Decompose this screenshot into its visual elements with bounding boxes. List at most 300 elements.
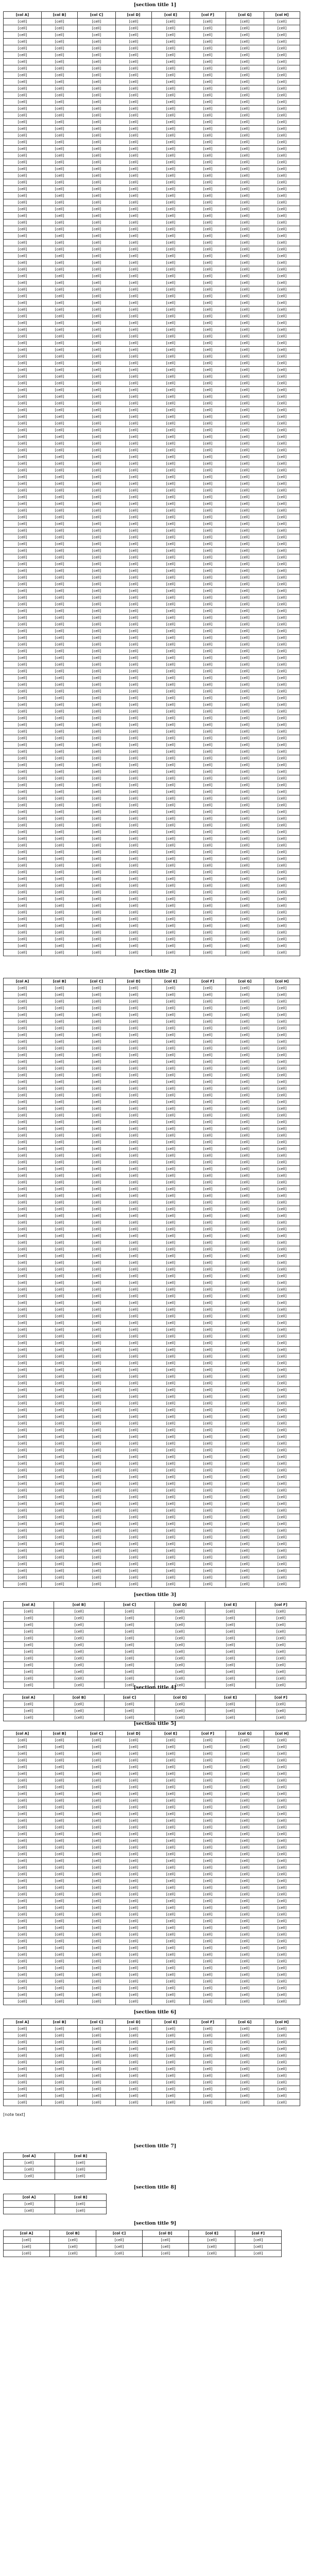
table-cell: [cell] [78,2099,116,2106]
table-cell: [cell] [190,1099,226,1106]
table-cell: [cell] [116,507,152,514]
table-cell: [cell] [42,722,78,728]
table-cell: [cell] [155,1708,205,1715]
table-cell: [cell] [42,1240,78,1246]
table-cell: [cell] [264,755,300,762]
table-cell: [cell] [226,1039,264,1045]
table-cell: [cell] [152,554,190,561]
table-cell: [cell] [264,2079,300,2086]
table-cell: [cell] [116,1186,152,1193]
table-row [4,2244,282,2250]
table-cell: [cell] [264,595,300,601]
table-cell: [cell] [42,1099,78,1106]
table-cell: [cell] [190,387,226,394]
table-cell: [cell] [264,1333,300,1340]
table-row [4,1360,300,1367]
table-cell: [cell] [116,648,152,655]
table-cell: [cell] [116,1146,152,1153]
table-cell: [cell] [152,367,190,374]
table-cell: [cell] [264,1340,300,1347]
table-cell: [cell] [226,728,264,735]
table-cell: [cell] [4,1333,42,1340]
table-cell: [cell] [116,1327,152,1333]
table-cell: [cell] [78,769,116,775]
table-cell: [cell] [78,219,116,226]
table-cell: [cell] [264,2066,300,2073]
table-cell: [cell] [264,400,300,407]
table-cell: [cell] [116,1911,152,1918]
table-cell: [cell] [264,434,300,440]
table-cell: [cell] [4,347,42,353]
table-cell: [cell] [42,1581,78,1588]
table-cell: [cell] [152,2073,190,2079]
table-cell: [cell] [116,213,152,219]
table-cell: [cell] [152,333,190,340]
table-cell: [cell] [190,1878,226,1885]
table-cell: [cell] [226,1119,264,1126]
table-cell: [cell] [152,1447,190,1454]
table-cell: [cell] [226,1193,264,1199]
table-cell: [cell] [264,1744,300,1751]
table-cell: [cell] [78,166,116,173]
table-cell: [cell] [264,1360,300,1367]
table-cell: [cell] [42,635,78,641]
table-cell: [cell] [4,1394,42,1400]
table-row [4,1978,300,1985]
table-cell: [cell] [116,722,152,728]
table-cell: [cell] [264,1521,300,1528]
table-cell: [cell] [42,1818,78,1824]
table-cell: [cell] [78,99,116,106]
table-cell: [cell] [226,1407,264,1414]
table-cell: [cell] [42,1072,78,1079]
table-cell: [cell] [42,1784,78,1791]
table-cell: [cell] [42,260,78,266]
table-cell: [cell] [152,648,190,655]
table-cell: [cell] [78,1139,116,1146]
table-cell: [cell] [226,1521,264,1528]
table-cell: [cell] [4,869,42,876]
column-header: [col C] [96,2230,143,2237]
table-row [4,461,300,467]
table-cell: [cell] [152,1206,190,1213]
table-cell: [cell] [226,407,264,414]
table-cell: [cell] [264,1320,300,1327]
table-cell: [cell] [190,1972,226,1978]
table-cell: [cell] [190,394,226,400]
table-cell: [cell] [116,1818,152,1824]
table-cell: [cell] [226,2093,264,2099]
table-cell: [cell] [205,1655,256,1662]
table-cell: [cell] [152,474,190,481]
table-cell: [cell] [190,1327,226,1333]
table-row [4,39,300,45]
table-cell: [cell] [116,1286,152,1293]
table-cell: [cell] [42,568,78,574]
table-cell: [cell] [4,628,42,635]
table-cell: [cell] [116,307,152,313]
table-cell: [cell] [116,822,152,829]
table-cell: [cell] [4,1132,42,1139]
table-cell: [cell] [190,454,226,461]
table-cell: [cell] [78,1844,116,1851]
table-cell: [cell] [264,856,300,862]
table-cell: [cell] [78,1380,116,1387]
table-row [4,923,300,929]
table-cell: [cell] [152,1925,190,1931]
table-cell: [cell] [116,25,152,32]
table-cell: [cell] [4,447,42,454]
table-cell: [cell] [264,1407,300,1414]
table-cell: [cell] [54,1701,105,1708]
table-cell: [cell] [264,561,300,568]
table-row [4,1019,300,1025]
table-cell: [cell] [152,889,190,896]
table-cell: [cell] [152,273,190,280]
table-cell: [cell] [226,434,264,440]
table-cell: [cell] [78,829,116,836]
table-cell: [cell] [78,668,116,675]
table-cell: [cell] [264,2086,300,2093]
table-cell: [cell] [4,1340,42,1347]
table-cell: [cell] [4,998,42,1005]
table-cell: [cell] [42,1972,78,1978]
table-cell: [cell] [78,749,116,755]
table-cell: [cell] [4,1052,42,1059]
table-cell: [cell] [264,708,300,715]
table-cell: [cell] [152,313,190,320]
table-cell: [cell] [226,159,264,166]
table-cell: [cell] [226,1931,264,1938]
table-cell: [cell] [152,722,190,728]
table-cell: [cell] [78,1005,116,1012]
table-cell: [cell] [78,528,116,534]
table-cell: [cell] [78,1534,116,1541]
table-cell: [cell] [256,1608,306,1615]
table-cell: [cell] [226,1266,264,1273]
table-row [4,2086,300,2093]
table-cell: [cell] [78,621,116,628]
table-cell: [cell] [78,992,116,998]
table-cell: [cell] [152,1360,190,1367]
table-cell: [cell] [116,1434,152,1440]
table-cell: [cell] [190,1119,226,1126]
table-row [4,1153,300,1159]
table-cell: [cell] [226,1764,264,1771]
table-cell: [cell] [226,1541,264,1548]
table-cell: [cell] [4,1622,54,1629]
table-row [4,869,300,876]
table-cell: [cell] [4,769,42,775]
table-cell: [cell] [96,2250,143,2257]
table-cell: [cell] [226,447,264,454]
table-cell: [cell] [4,1086,42,1092]
table-cell: [cell] [152,1804,190,1811]
table-cell: [cell] [264,1440,300,1447]
table-cell: [cell] [116,1293,152,1300]
table-row [4,702,300,708]
table-cell: [cell] [4,1992,42,1998]
table-cell: [cell] [105,1715,155,1721]
table-cell: [cell] [190,2059,226,2066]
table-cell: [cell] [78,675,116,682]
table-cell: [cell] [152,139,190,146]
table-row [4,1293,300,1300]
table-row [4,19,300,25]
table-cell: [cell] [226,1737,264,1744]
column-header: [col D] [116,2019,152,2026]
table-cell: [cell] [78,2032,116,2039]
table-cell: [cell] [226,2046,264,2053]
table-row [4,909,300,916]
table-cell: [cell] [42,1139,78,1146]
table-cell: [cell] [116,1737,152,1744]
table-cell: [cell] [190,1313,226,1320]
table-cell: [cell] [226,440,264,447]
table-cell: [cell] [190,52,226,59]
table-cell: [cell] [264,139,300,146]
table-cell: [cell] [116,1851,152,1858]
table-cell: [cell] [42,1059,78,1065]
table-row [4,152,300,159]
table-row [4,159,300,166]
table-cell: [cell] [42,1905,78,1911]
table-cell: [cell] [226,1427,264,1434]
table-cell: [cell] [78,909,116,916]
table-cell: [cell] [264,769,300,775]
table-cell: [cell] [152,829,190,836]
table-cell: [cell] [226,876,264,883]
table-cell: [cell] [226,347,264,353]
table-cell: [cell] [116,2046,152,2053]
table-cell: [cell] [190,641,226,648]
table-cell: [cell] [152,862,190,869]
table-cell: [cell] [189,2244,235,2250]
table-row [4,1233,300,1240]
table-cell: [cell] [190,1865,226,1871]
table-cell: [cell] [116,1751,152,1757]
table-cell: [cell] [226,1507,264,1514]
table-cell: [cell] [226,193,264,199]
table-cell: [cell] [152,728,190,735]
table-cell: [cell] [4,514,42,521]
table-cell: [cell] [226,755,264,762]
table-cell: [cell] [226,648,264,655]
table-cell: [cell] [116,588,152,595]
table-cell: [cell] [226,528,264,534]
table-cell: [cell] [152,186,190,193]
table-cell: [cell] [190,1333,226,1340]
table-cell: [cell] [264,1219,300,1226]
table-cell: [cell] [190,293,226,300]
section-title: [section title 6] [133,2009,177,2015]
table-cell: [cell] [42,769,78,775]
table-row [4,655,300,662]
table-cell: [cell] [116,742,152,749]
table-cell: [cell] [116,581,152,588]
table-cell: [cell] [78,856,116,862]
table-cell: [cell] [4,86,42,92]
table-cell: [cell] [42,119,78,126]
table-cell: [cell] [264,1112,300,1119]
table-cell: [cell] [42,869,78,876]
table-row [4,1199,300,1206]
table-cell: [cell] [4,1112,42,1119]
table-cell: [cell] [190,1440,226,1447]
data-table [3,1601,306,1689]
table-cell: [cell] [4,1649,54,1655]
table-cell: [cell] [50,2237,96,2244]
table-cell: [cell] [264,2073,300,2079]
table-cell: [cell] [226,240,264,246]
table-cell: [cell] [264,1514,300,1521]
table-cell: [cell] [42,1380,78,1387]
table-cell: [cell] [105,1655,155,1662]
table-cell: [cell] [226,1858,264,1865]
table-cell: [cell] [264,1260,300,1266]
table-cell: [cell] [190,286,226,293]
table-cell: [cell] [152,1072,190,1079]
table-row [4,1193,300,1199]
section-title: [section title 1] [133,2,177,8]
table-cell: [cell] [42,1307,78,1313]
table-row [4,1380,300,1387]
table-cell: [cell] [42,1280,78,1286]
table-cell: [cell] [116,1534,152,1541]
table-row [4,481,300,487]
table-cell: [cell] [152,635,190,641]
table-row [4,936,300,943]
table-row [4,1541,300,1548]
table-row [4,1367,300,1374]
table-row [4,789,300,795]
table-cell: [cell] [226,1099,264,1106]
column-header: [col B] [55,2153,107,2160]
table-row [4,641,300,648]
table-cell: [cell] [226,179,264,186]
table-cell: [cell] [78,146,116,152]
table-cell: [cell] [4,1072,42,1079]
table-cell: [cell] [4,1581,42,1588]
table-cell: [cell] [42,152,78,159]
table-cell: [cell] [4,1682,54,1689]
table-cell: [cell] [190,561,226,568]
table-cell: [cell] [264,1757,300,1764]
table-cell: [cell] [54,1635,105,1642]
column-header: [col B] [42,12,78,19]
table-row [4,387,300,394]
table-cell: [cell] [152,1065,190,1072]
table-cell: [cell] [190,621,226,628]
table-cell: [cell] [116,1541,152,1548]
table-cell: [cell] [42,1199,78,1206]
table-row [4,266,300,273]
table-row [4,86,300,92]
table-cell: [cell] [152,1293,190,1300]
table-cell: [cell] [226,1938,264,1945]
table-cell: [cell] [4,307,42,313]
table-cell: [cell] [116,2086,152,2093]
table-cell: [cell] [116,1978,152,1985]
data-table [3,2153,107,2180]
table-cell: [cell] [264,380,300,387]
table-cell: [cell] [226,1159,264,1166]
table-cell: [cell] [78,883,116,889]
table-row [4,916,300,923]
table-cell: [cell] [116,1240,152,1246]
table-cell: [cell] [152,206,190,213]
table-cell: [cell] [256,1649,306,1655]
table-row [4,32,300,39]
table-cell: [cell] [78,2046,116,2053]
table-cell: [cell] [42,253,78,260]
table-cell: [cell] [4,434,42,440]
table-cell: [cell] [116,461,152,467]
table-cell: [cell] [264,1246,300,1253]
table-cell: [cell] [55,2166,107,2173]
table-cell: [cell] [78,139,116,146]
column-header: [col C] [78,2019,116,2026]
table-cell: [cell] [152,662,190,668]
table-cell: [cell] [264,1213,300,1219]
table-cell: [cell] [78,501,116,507]
table-cell: [cell] [4,1206,42,1213]
table-cell: [cell] [152,1146,190,1153]
table-cell: [cell] [190,936,226,943]
table-cell: [cell] [78,300,116,307]
table-cell: [cell] [42,1481,78,1487]
table-cell: [cell] [264,2099,300,2106]
table-cell: [cell] [4,1865,42,1871]
table-cell: [cell] [152,1938,190,1945]
table-cell: [cell] [152,1507,190,1514]
table-cell: [cell] [226,1952,264,1958]
table-cell: [cell] [264,280,300,286]
table-cell: [cell] [116,1099,152,1106]
table-cell: [cell] [54,1649,105,1655]
column-header: [col E] [152,1731,190,1737]
table-row [4,467,300,474]
table-row [4,1467,300,1474]
table-cell: [cell] [50,2244,96,2250]
table-row [4,1878,300,1885]
table-cell: [cell] [264,1266,300,1273]
table-row [4,1126,300,1132]
table-cell: [cell] [116,132,152,139]
table-cell: [cell] [226,1528,264,1534]
table-cell: [cell] [78,1992,116,1998]
table-cell: [cell] [4,507,42,514]
table-cell: [cell] [190,487,226,494]
table-cell: [cell] [116,246,152,253]
table-cell: [cell] [78,1012,116,1019]
table-cell: [cell] [226,1844,264,1851]
table-cell: [cell] [152,25,190,32]
table-cell: [cell] [42,1467,78,1474]
table-cell: [cell] [190,1153,226,1159]
table-cell: [cell] [116,1400,152,1407]
table-cell: [cell] [116,1300,152,1307]
table-cell: [cell] [4,1844,42,1851]
table-row [4,1574,300,1581]
table-cell: [cell] [4,340,42,347]
table-cell: [cell] [264,313,300,320]
table-cell: [cell] [264,1804,300,1811]
table-cell: [cell] [78,1568,116,1574]
table-cell: [cell] [152,1307,190,1313]
table-cell: [cell] [190,119,226,126]
table-cell: [cell] [190,494,226,501]
